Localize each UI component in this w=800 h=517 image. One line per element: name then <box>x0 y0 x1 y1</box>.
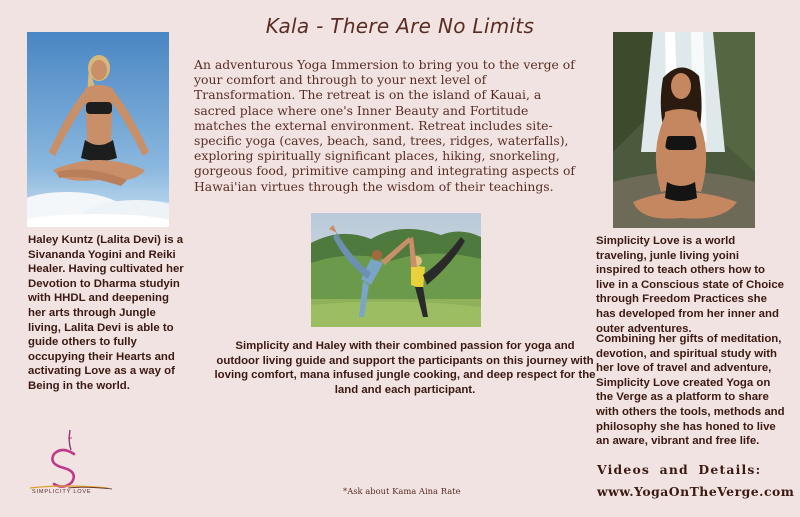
simplicity-photo <box>613 32 755 228</box>
combined-bio: Simplicity and Haley with their combined passion for yoga and outdoor living guide and support the participants on this journey with loving comfort, mana infused jungle cooking, and deep respect for the land and each participant. <box>214 340 596 396</box>
simplicity-bio: Simplicity Love is a world traveling, junle living yoini inspired to teach others how to live in a Conscious state of Choice through Freedom Practices she has developed from her inner and outer adventures. <box>596 235 784 335</box>
page-title: Kala - There Are No Limits <box>265 14 535 38</box>
haley-bio: Haley Kuntz (Lalita Devi) is a Sivananda Yogini and Reiki Healer. Having cultivated her Devotion to Dharma studyin with HHDL and deepening her arts through Jungle living, Lalita Devi is able to guide others to fully occupying their Hearts and activating Love as a way of Being in the world. <box>28 234 184 392</box>
duo-yoga-photo <box>311 213 481 327</box>
videos-details-label: Videos and Details: <box>597 462 762 477</box>
simplicity-love-logo <box>24 428 114 498</box>
intro-paragraph: An adventurous Yoga Immersion to bring you to the verge of your comfort and through to your next level of Transformation. The retreat is on the island of Kauai, a sacred place where one's Inner Beauty and Fortitude matches the external environment. Retreat includes site-specific yoga (caves, beach, sand, trees, ridges, waterfalls), exploring spiritually significant places, hiking, snorkeling, gorgeous food, primitive camping and integrating aspects of Hawai'ian virtues through the wisdom of their teachings. <box>194 57 575 194</box>
website-link[interactable]: www.YogaOnTheVerge.com <box>597 484 795 499</box>
logo-text: SIMPLICITY LOVE <box>32 489 92 495</box>
simplicity-bio-continued: Combining her gifts of meditation, devotion, and spiritual study with her love of travel and adventure, Simplicity Love created Yoga on the Verge as a platform to share with others the tools, methods and philosophy she has honed to live an aware, vibrant and free life. <box>596 333 785 448</box>
kama-aina-note: *Ask about Kama Aina Rate <box>343 486 461 496</box>
haley-photo <box>27 32 169 227</box>
